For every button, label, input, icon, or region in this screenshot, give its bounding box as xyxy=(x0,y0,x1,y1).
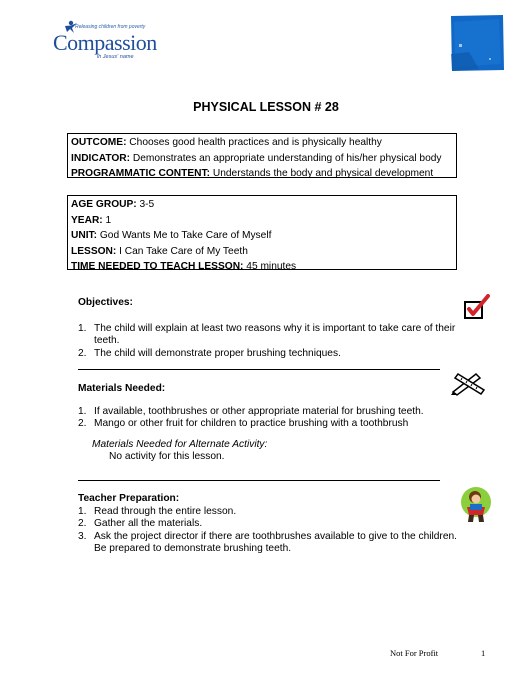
list-number: 3. xyxy=(78,530,87,542)
list-item xyxy=(78,348,458,361)
year-label: YEAR: xyxy=(71,214,103,226)
list-number: 1. xyxy=(78,322,87,334)
alternate-materials-title: Materials Needed for Alternate Activity: xyxy=(92,438,268,450)
indicator-text: Demonstrates an appropriate understanding of his/her physical body xyxy=(130,152,442,164)
time-text: 45 minutes xyxy=(243,261,297,272)
time-line xyxy=(71,259,453,275)
list-text: Read through the entire lesson. xyxy=(94,505,237,517)
year-line xyxy=(71,213,453,229)
section-divider xyxy=(78,369,440,370)
page-title: PHYSICAL LESSON # 28 xyxy=(193,100,339,114)
outcome-line xyxy=(71,135,453,151)
lesson-info-box xyxy=(67,195,457,270)
time-label: TIME NEEDED TO TEACH LESSON: xyxy=(71,261,244,272)
preparation-heading: Teacher Preparation: xyxy=(78,493,180,504)
preparation-list xyxy=(78,506,458,556)
content-line xyxy=(71,166,453,182)
list-text: The child will demonstrate proper brushing techniques. xyxy=(94,347,341,359)
unit-text: God Wants Me to Take Care of Myself xyxy=(97,230,272,241)
outcome-box xyxy=(67,133,457,178)
outcome-label: OUTCOME: xyxy=(71,137,127,148)
list-item xyxy=(78,406,458,419)
indicator-label: INDICATOR: xyxy=(71,152,131,164)
materials-heading: Materials Needed: xyxy=(78,383,166,394)
section-divider xyxy=(78,480,440,481)
list-item xyxy=(78,418,458,431)
list-item xyxy=(78,518,458,531)
pencil-ruler-icon xyxy=(450,370,488,396)
age-text: 3-5 xyxy=(136,199,155,210)
list-number: 2. xyxy=(78,347,87,359)
logo-tagline: Releasing children from poverty xyxy=(75,24,146,30)
content-label: PROGRAMMATIC CONTENT: xyxy=(71,168,211,179)
list-text: Ask the project director if there are toothbrushes available to give to the children. Be prepared to demonstrate brushing teeth. xyxy=(94,530,457,554)
unit-label: UNIT: xyxy=(71,230,98,241)
blue-decorative-block xyxy=(449,14,505,72)
list-number: 1. xyxy=(78,405,87,417)
objectives-heading: Objectives: xyxy=(78,297,133,308)
lesson-text: I Can Take Care of My Teeth xyxy=(116,245,248,257)
list-number: 1. xyxy=(78,505,87,517)
list-item xyxy=(78,531,458,556)
objectives-list xyxy=(78,323,458,361)
logo-subline: in Jesus' name xyxy=(97,54,134,60)
list-number: 2. xyxy=(78,518,87,529)
list-item xyxy=(78,506,458,519)
materials-list xyxy=(78,406,458,431)
content-text: Understands the body and physical development xyxy=(210,168,434,179)
teacher-reading-icon xyxy=(459,485,493,523)
list-number: 2. xyxy=(78,418,87,429)
page-number: 1 xyxy=(481,648,486,658)
materials-section xyxy=(78,383,458,464)
logo-wordmark: Compassion xyxy=(53,30,157,55)
preparation-section xyxy=(78,493,458,556)
list-text: Mango or other fruit for children to practice brushing with a toothbrush xyxy=(94,418,409,429)
list-text: If available, toothbrushes or other appropriate material for brushing teeth. xyxy=(94,405,424,417)
age-line xyxy=(71,197,453,213)
alternate-materials-text: No activity for this lesson. xyxy=(109,451,225,462)
list-text: Gather all the materials. xyxy=(94,518,203,529)
year-text: 1 xyxy=(102,214,112,226)
age-label: AGE GROUP: xyxy=(71,199,137,210)
checkbox-check-icon xyxy=(463,294,491,320)
list-text: The child will explain at least two reasons why it is important to take care of their teeth. xyxy=(94,322,456,346)
list-item xyxy=(78,323,458,348)
lesson-line xyxy=(71,244,453,260)
lesson-label: LESSON: xyxy=(71,245,117,257)
outcome-text: Chooses good health practices and is physically healthy xyxy=(126,137,382,148)
indicator-line xyxy=(71,151,453,167)
footer-note: Not For Profit xyxy=(390,648,439,658)
objectives-section xyxy=(78,297,458,360)
unit-line xyxy=(71,228,453,244)
